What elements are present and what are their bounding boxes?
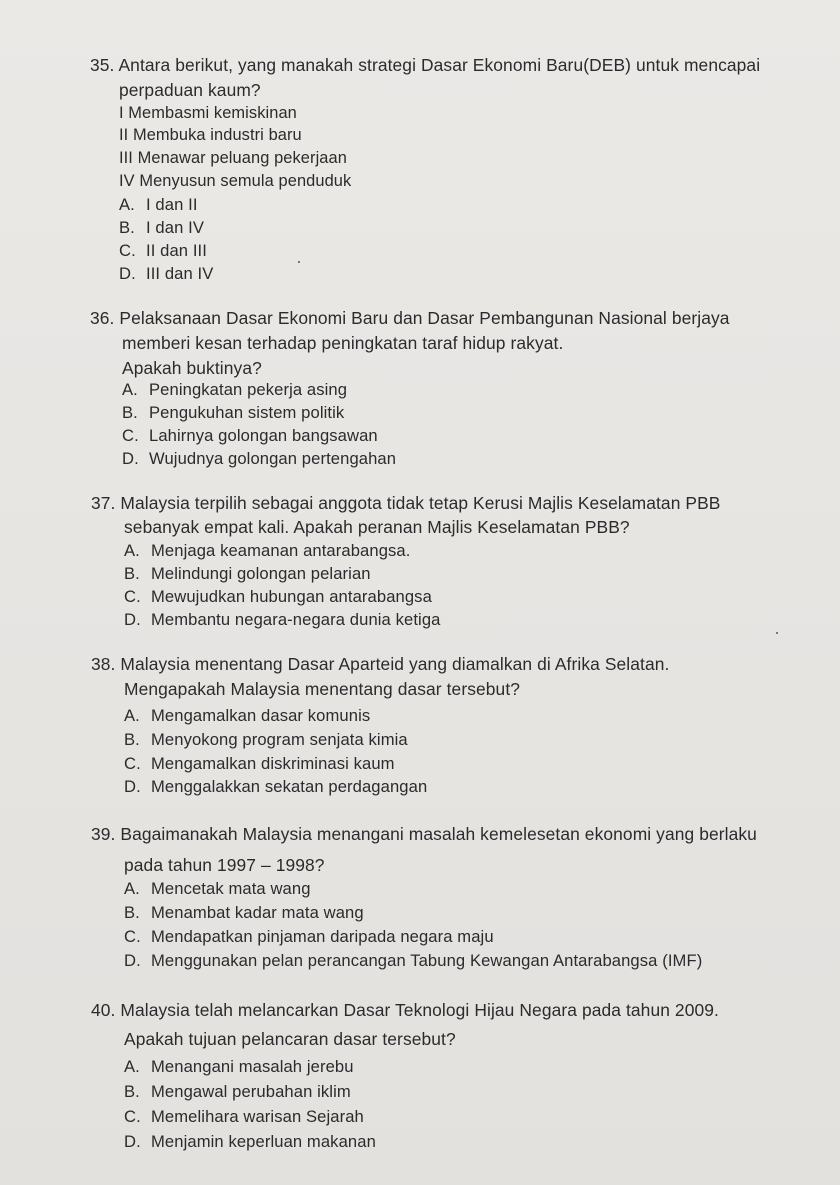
- statement-item: III Menawar peluang pekerjaan: [119, 149, 347, 167]
- option-text: Melindungi golongan pelarian: [151, 564, 371, 583]
- option-letter: D.: [119, 264, 136, 283]
- option-text: Peningkatan pekerja asing: [149, 380, 348, 399]
- option-text: Menjamin keperluan makanan: [151, 1132, 376, 1151]
- question-stem-line: Bagaimanakah Malaysia menangani masalah kemelesetan ekonomi yang berlaku: [120, 824, 757, 844]
- option-text: Mengamalkan dasar komunis: [151, 706, 371, 725]
- option-letter: B.: [122, 403, 138, 422]
- option-letter: B.: [124, 1082, 140, 1101]
- statement-item: I Membasmi kemiskinan: [119, 104, 297, 122]
- option-letter: D.: [124, 777, 141, 796]
- option-letter: A.: [122, 380, 138, 399]
- option-a[interactable]: [122, 380, 347, 400]
- option-a[interactable]: [124, 879, 311, 899]
- question-stem-line: Apakah buktinya?: [122, 358, 262, 378]
- option-c[interactable]: [124, 927, 494, 947]
- option-letter: B.: [119, 218, 135, 237]
- question-stem-line: Apakah tujuan pelancaran dasar tersebut?: [124, 1029, 456, 1049]
- option-text: Pengukuhan sistem politik: [149, 403, 345, 422]
- option-text: Menggalakkan sekatan perdagangan: [151, 777, 428, 796]
- option-a[interactable]: [119, 195, 198, 215]
- option-letter: B.: [124, 903, 140, 922]
- option-letter: C.: [124, 1107, 141, 1126]
- option-text: Menjaga keamanan antarabangsa.: [151, 541, 411, 560]
- option-b[interactable]: [124, 903, 364, 923]
- option-letter: D.: [124, 1132, 141, 1151]
- option-b[interactable]: [124, 730, 408, 750]
- question-number: 37.: [91, 493, 116, 513]
- question-number: 39.: [91, 824, 116, 844]
- option-c[interactable]: [119, 241, 207, 261]
- option-text: Lahirnya golongan bangsawan: [149, 426, 378, 445]
- question-stem-line: Malaysia telah melancarkan Dasar Teknologi Hijau Negara pada tahun 2009.: [120, 1000, 719, 1020]
- option-letter: D.: [124, 610, 141, 629]
- option-a[interactable]: [124, 1057, 354, 1077]
- question-number: 40.: [91, 1000, 116, 1020]
- option-letter: C.: [124, 587, 141, 606]
- option-text: Menangani masalah jerebu: [151, 1057, 354, 1076]
- option-letter: D.: [124, 951, 141, 970]
- option-c[interactable]: [124, 587, 432, 607]
- statement-item: IV Menyusun semula penduduk: [119, 172, 352, 190]
- option-letter: C.: [124, 927, 141, 946]
- pencil-dot: [298, 261, 300, 263]
- question-number: 36.: [90, 308, 115, 328]
- option-letter: C.: [119, 241, 136, 260]
- option-text: Menambat kadar mata wang: [151, 903, 364, 922]
- question-stem-line: Malaysia menentang Dasar Aparteid yang diamalkan di Afrika Selatan.: [120, 654, 670, 674]
- option-text: Mengamalkan diskriminasi kaum: [151, 754, 395, 773]
- question-stem-line: Mengapakah Malaysia menentang dasar tersebut?: [124, 679, 521, 699]
- option-letter: A.: [124, 706, 140, 725]
- option-letter: C.: [124, 754, 141, 773]
- option-text: I dan II: [146, 195, 198, 214]
- option-d[interactable]: [124, 1132, 376, 1152]
- option-a[interactable]: [124, 541, 410, 561]
- option-text: Mewujudkan hubungan antarabangsa: [151, 587, 432, 606]
- option-a[interactable]: [124, 706, 370, 726]
- option-text: I dan IV: [146, 218, 204, 237]
- option-text: Mengawal perubahan iklim: [151, 1082, 351, 1101]
- option-letter: A.: [124, 1057, 140, 1076]
- question-number: 35.: [90, 55, 115, 75]
- option-c[interactable]: [124, 754, 395, 774]
- option-d[interactable]: [124, 777, 427, 797]
- option-letter: B.: [124, 564, 140, 583]
- option-letter: C.: [122, 426, 139, 445]
- question-stem-line: memberi kesan terhadap peningkatan taraf hidup rakyat.: [122, 333, 564, 353]
- option-text: II dan III: [146, 241, 207, 260]
- question-stem-line: Antara berikut, yang manakah strategi Dasar Ekonomi Baru(DEB) untuk mencapai: [118, 55, 761, 75]
- option-text: Mendapatkan pinjaman daripada negara maju: [151, 927, 494, 946]
- statement-item: II Membuka industri baru: [119, 126, 302, 144]
- option-c[interactable]: [124, 1107, 364, 1127]
- option-d[interactable]: [119, 264, 213, 284]
- option-letter: A.: [124, 879, 140, 898]
- option-b[interactable]: [119, 218, 204, 238]
- question-stem-line: sebanyak empat kali. Apakah peranan Majlis Keselamatan PBB?: [124, 517, 630, 537]
- question-stem-line: pada tahun 1997 – 1998?: [124, 855, 325, 875]
- option-text: Mencetak mata wang: [151, 879, 311, 898]
- option-b[interactable]: [124, 1082, 351, 1102]
- option-b[interactable]: [124, 564, 371, 584]
- pencil-dot: [776, 632, 778, 634]
- question-stem-line: perpaduan kaum?: [119, 80, 261, 100]
- option-b[interactable]: [122, 403, 344, 423]
- option-c[interactable]: [122, 426, 378, 446]
- option-text: III dan IV: [146, 264, 214, 283]
- option-text: Menyokong program senjata kimia: [151, 730, 408, 749]
- option-letter: D.: [122, 449, 139, 468]
- option-letter: A.: [119, 195, 135, 214]
- option-d[interactable]: [124, 951, 702, 971]
- question-stem-line: Pelaksanaan Dasar Ekonomi Baru dan Dasar Pembangunan Nasional berjaya: [119, 308, 730, 328]
- option-letter: B.: [124, 730, 140, 749]
- option-text: Menggunakan pelan perancangan Tabung Kewangan Antarabangsa (IMF): [151, 951, 703, 970]
- option-text: Wujudnya golongan pertengahan: [149, 449, 397, 468]
- question-number: 38.: [91, 654, 116, 674]
- option-text: Memelihara warisan Sejarah: [151, 1107, 364, 1126]
- option-d[interactable]: [122, 449, 396, 469]
- question-stem-line: Malaysia terpilih sebagai anggota tidak tetap Kerusi Majlis Keselamatan PBB: [120, 493, 721, 513]
- option-letter: A.: [124, 541, 140, 560]
- option-text: Membantu negara-negara dunia ketiga: [151, 610, 441, 629]
- option-d[interactable]: [124, 610, 440, 630]
